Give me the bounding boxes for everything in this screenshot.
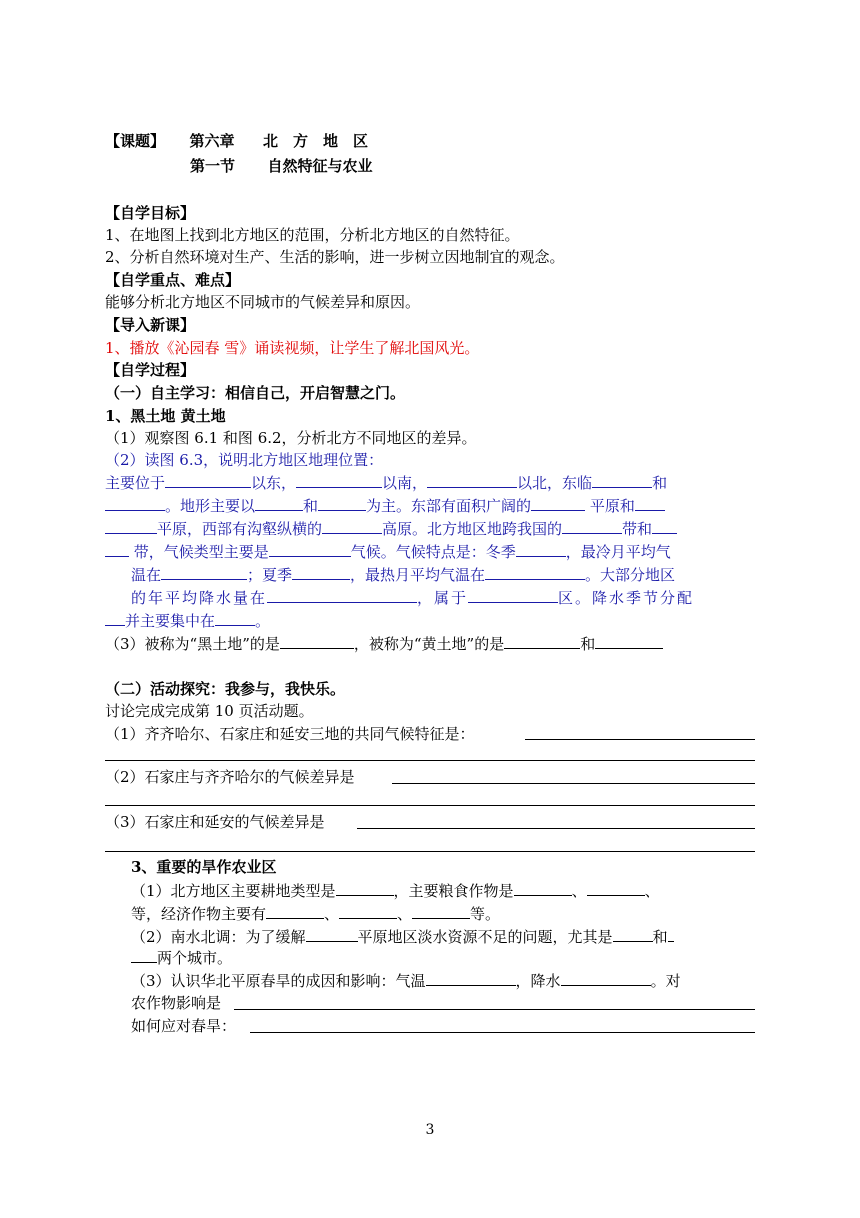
blank[interactable] — [652, 518, 677, 534]
page-number: 3 — [425, 1122, 435, 1138]
blank[interactable] — [426, 970, 516, 986]
part2-title: （二）活动探究：我参与，我快乐。 — [105, 680, 346, 698]
lesson-tag: 【课题】 — [105, 132, 166, 150]
answer-line[interactable] — [234, 1009, 755, 1010]
blank[interactable] — [485, 564, 585, 580]
question-3: （3）被称为“黑土地”的是 ，被称为“黄土地”的是 和 — [105, 633, 755, 654]
blank[interactable] — [255, 495, 303, 511]
answer-line[interactable] — [357, 828, 755, 829]
blank[interactable] — [215, 610, 255, 626]
blank[interactable] — [322, 518, 382, 534]
blank[interactable] — [336, 880, 394, 896]
answer-line[interactable] — [250, 1032, 755, 1033]
blank[interactable] — [105, 518, 157, 534]
blank[interactable] — [613, 926, 653, 942]
blank[interactable] — [468, 587, 558, 603]
activity-question-3: （3）石家庄和延安的气候差异是 — [105, 813, 325, 831]
agri-question-2-cont: 两个城市。 — [131, 947, 755, 968]
blank-line-4: 带，气候类型主要是 气候。气候特点是：冬季 ，最冷月平均气 — [105, 541, 755, 562]
process-heading: 【自学过程】 — [105, 361, 196, 379]
goal-item: 1、在地图上找到北方地区的范围，分析北方地区的自然特征。 — [105, 226, 520, 244]
activity-question-2: （2）石家庄与齐齐哈尔的气候差异是 — [105, 768, 355, 786]
blank[interactable] — [412, 903, 470, 919]
blank[interactable] — [531, 495, 585, 511]
blank[interactable] — [562, 518, 622, 534]
blank[interactable] — [105, 610, 125, 626]
answer-line[interactable] — [105, 805, 755, 806]
blank[interactable] — [635, 495, 665, 511]
focus-heading: 【自学重点、难点】 — [105, 271, 241, 289]
blank[interactable] — [296, 472, 382, 488]
answer-line[interactable] — [105, 851, 755, 852]
blank[interactable] — [587, 880, 645, 896]
question-2: （2）读图 6.3，说明北方地区地理位置： — [105, 451, 384, 469]
blank[interactable] — [592, 472, 652, 488]
agri-question-2: （2）南水北调：为了缓解 平原地区淡水资源不足的问题，尤其是 和 — [131, 926, 755, 947]
blank[interactable] — [514, 880, 572, 896]
blank[interactable] — [131, 947, 157, 963]
blank[interactable] — [427, 472, 517, 488]
blank[interactable] — [668, 926, 674, 942]
part1-title: （一）自主学习：相信自己，开启智慧之门。 — [105, 384, 406, 402]
focus-text: 能够分析北方地区不同城市的气候差异和原因。 — [105, 293, 421, 311]
goal-item: 2、分析自然环境对生产、生活的影响，进一步树立因地制宜的观念。 — [105, 248, 565, 266]
blank[interactable] — [105, 495, 165, 511]
lesson-title-line — [105, 131, 755, 151]
blank[interactable] — [516, 541, 566, 557]
blank[interactable] — [306, 926, 358, 942]
chapter-label: 第六章 — [189, 132, 235, 150]
blank-line-7: 并主要集中在 。 — [105, 610, 755, 631]
blank[interactable] — [561, 970, 651, 986]
answer-line[interactable] — [105, 760, 755, 761]
blank[interactable] — [161, 564, 247, 580]
goals-heading: 【自学目标】 — [105, 204, 196, 222]
intro-text: 1、播放《沁园春 雪》诵读视频，让学生了解北国风光。 — [105, 339, 480, 357]
blank[interactable] — [165, 472, 251, 488]
blank-line-6: 的年平均降水量在 ，属于 区。降水季节分配 — [131, 589, 695, 607]
blank-line-2: 。地形主要以 和 为主。东部有面积广阔的 平原和 — [105, 495, 755, 516]
blank[interactable] — [504, 633, 580, 649]
section-label: 第一节 — [190, 157, 236, 175]
blank[interactable] — [339, 903, 397, 919]
section-title: 自然特征与农业 — [267, 157, 373, 175]
blank[interactable] — [318, 495, 366, 511]
agri-question-1-cont: 等，经济作物主要有 、 、 等。 — [131, 905, 501, 923]
section-title-line — [190, 156, 755, 176]
agri-question-1: （1）北方地区主要耕地类型是 ，主要粮食作物是 、 、 — [131, 882, 660, 900]
agri-title: 3、重要的旱作农业区 — [131, 858, 277, 876]
answer-line[interactable] — [525, 739, 755, 740]
blank[interactable] — [595, 633, 663, 649]
blank[interactable] — [292, 564, 350, 580]
question-1: （1）观察图 6.1 和图 6.2，分析北方不同地区的差异。 — [105, 429, 477, 447]
blank[interactable] — [267, 587, 417, 603]
chapter-title: 北 方 地 区 — [262, 132, 368, 150]
activity-instruction: 讨论完成完成第 10 页活动题。 — [105, 702, 314, 720]
agri-question-3-cont: 农作物影响是 — [131, 994, 222, 1012]
blank[interactable] — [280, 633, 354, 649]
agri-question-3: （3）认识华北平原春旱的成因和影响：气温 ，降水 。对 — [131, 972, 681, 990]
blank-line-3: 平原，西部有沟壑纵横的 高原。北方地区地跨我国的 带和 — [105, 518, 755, 539]
blank[interactable] — [269, 541, 351, 557]
intro-heading: 【导入新课】 — [105, 316, 196, 334]
blank[interactable] — [105, 541, 129, 557]
blank[interactable] — [266, 903, 324, 919]
sub1-title: 1、黑土地 黄土地 — [105, 407, 226, 425]
activity-question-1: （1）齐齐哈尔、石家庄和延安三地的共同气候特征是： — [105, 725, 475, 743]
blank-line-5: 温在 ；夏季 ，最热月平均气温在 。大部分地区 — [131, 566, 676, 584]
blank-line-1: 主要位于 以东， 以南， 以北，东临 和 — [105, 474, 668, 492]
agri-question-3-response: 如何应对春旱： — [131, 1017, 237, 1035]
answer-line[interactable] — [392, 783, 755, 784]
